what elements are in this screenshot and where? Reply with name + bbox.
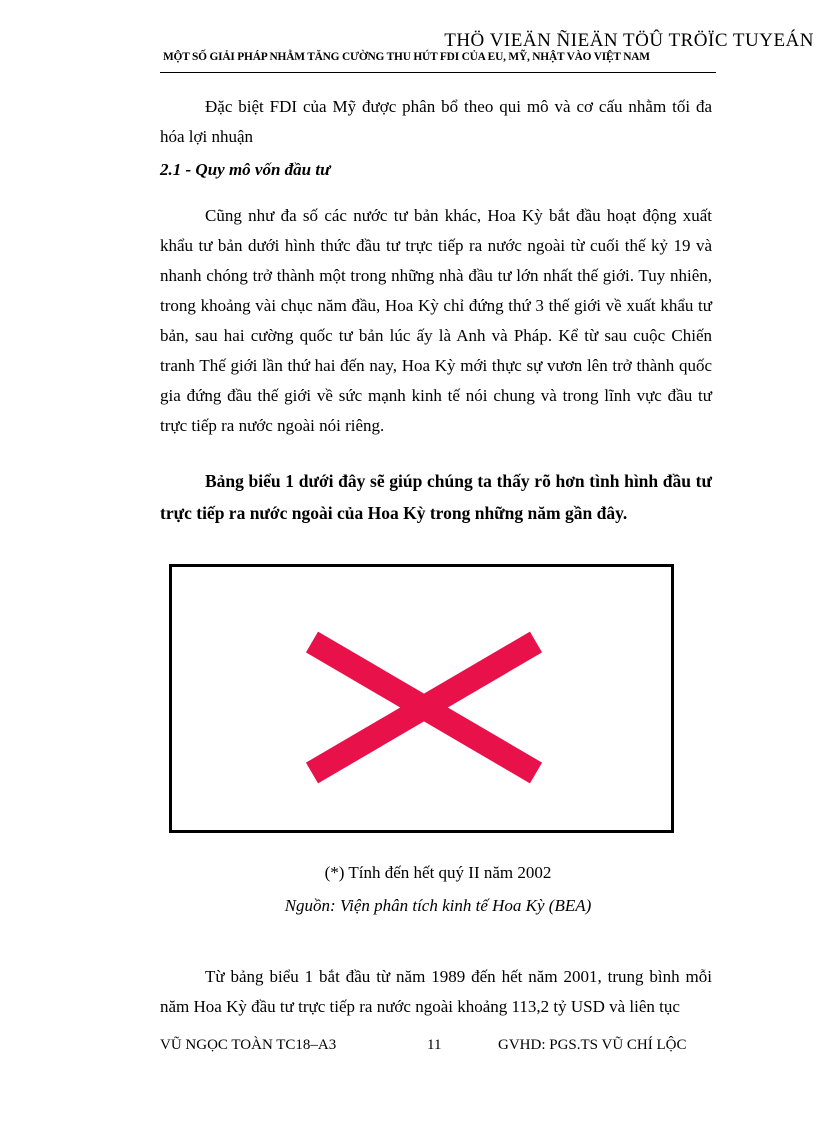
body-paragraph-1: Cũng như đa số các nước tư bản khác, Hoa Kỳ bắt đầu hoạt động xuất khẩu tư bản dưới hình thức đầu tư trực tiếp ra nước ngoài từ cuối thế kỷ 19 và nhanh chóng trở thành một trong những nhà đầu tư lớn nhất thế giới. Tuy nhiên, trong khoảng vài chục năm đầu, Hoa Kỳ chỉ đứng thứ 3 thế giới về xuất khẩu tư bản, sau hai cường quốc tư bản lúc ấy là Anh và Pháp. Kể từ sau cuộc Chiến tranh Thế giới lần thứ hai đến nay, Hoa Kỳ mới thực sự vươn lên trở thành quốc gia đứng đầu thế giới về sức mạnh kinh tế nói chung và trong lĩnh vực đầu tư trực tiếp ra nước ngoài nói riêng.	[160, 206, 712, 435]
document-header-title: MỘT SỐ GIẢI PHÁP NHẰM TĂNG CƯỜNG THU HÚT FDI CỦA EU, MỸ, NHẬT VÀO VIỆT NAM	[163, 51, 650, 63]
bold-paragraph: Bảng biểu 1 dưới đây sẽ giúp chúng ta thấy rõ hơn tình hình đầu tư trực tiếp ra nước ngoài của Hoa Kỳ trong những năm gần đây.	[160, 471, 712, 523]
section-heading: 2.1 - Quy mô vốn đầu tư	[160, 160, 331, 179]
header-divider	[160, 72, 716, 73]
footer-supervisor: GVHD: PGS.TS VŨ CHÍ LỘC	[498, 1037, 687, 1053]
table-note: (*) Tính đến hết quý II năm 2002	[324, 863, 552, 882]
footer-author: VŨ NGỌC TOÀN TC18–A3	[160, 1037, 337, 1053]
footer-page-number: 11	[427, 1037, 442, 1053]
body-paragraph-2: Từ bảng biểu 1 bắt đầu từ năm 1989 đến hết năm 2001, trung bình mỗi năm Hoa Kỳ đầu tư trực tiếp ra nước ngoài khoảng 113,2 tỷ USD và liên tục	[160, 967, 712, 1016]
broken-image-icon	[172, 567, 671, 830]
intro-paragraph: Đặc biệt FDI của Mỹ được phân bổ theo qui mô và cơ cấu nhằm tối đa hóa lợi nhuận	[160, 97, 712, 146]
watermark-text: THÖ VIEÄN ÑIEÄN TÖÛ TRÖÏC TUYEÁN	[444, 30, 814, 51]
table-source: Nguồn: Viện phân tích kinh tế Hoa Kỳ (BEA)	[284, 896, 592, 915]
missing-table-image	[169, 564, 674, 833]
